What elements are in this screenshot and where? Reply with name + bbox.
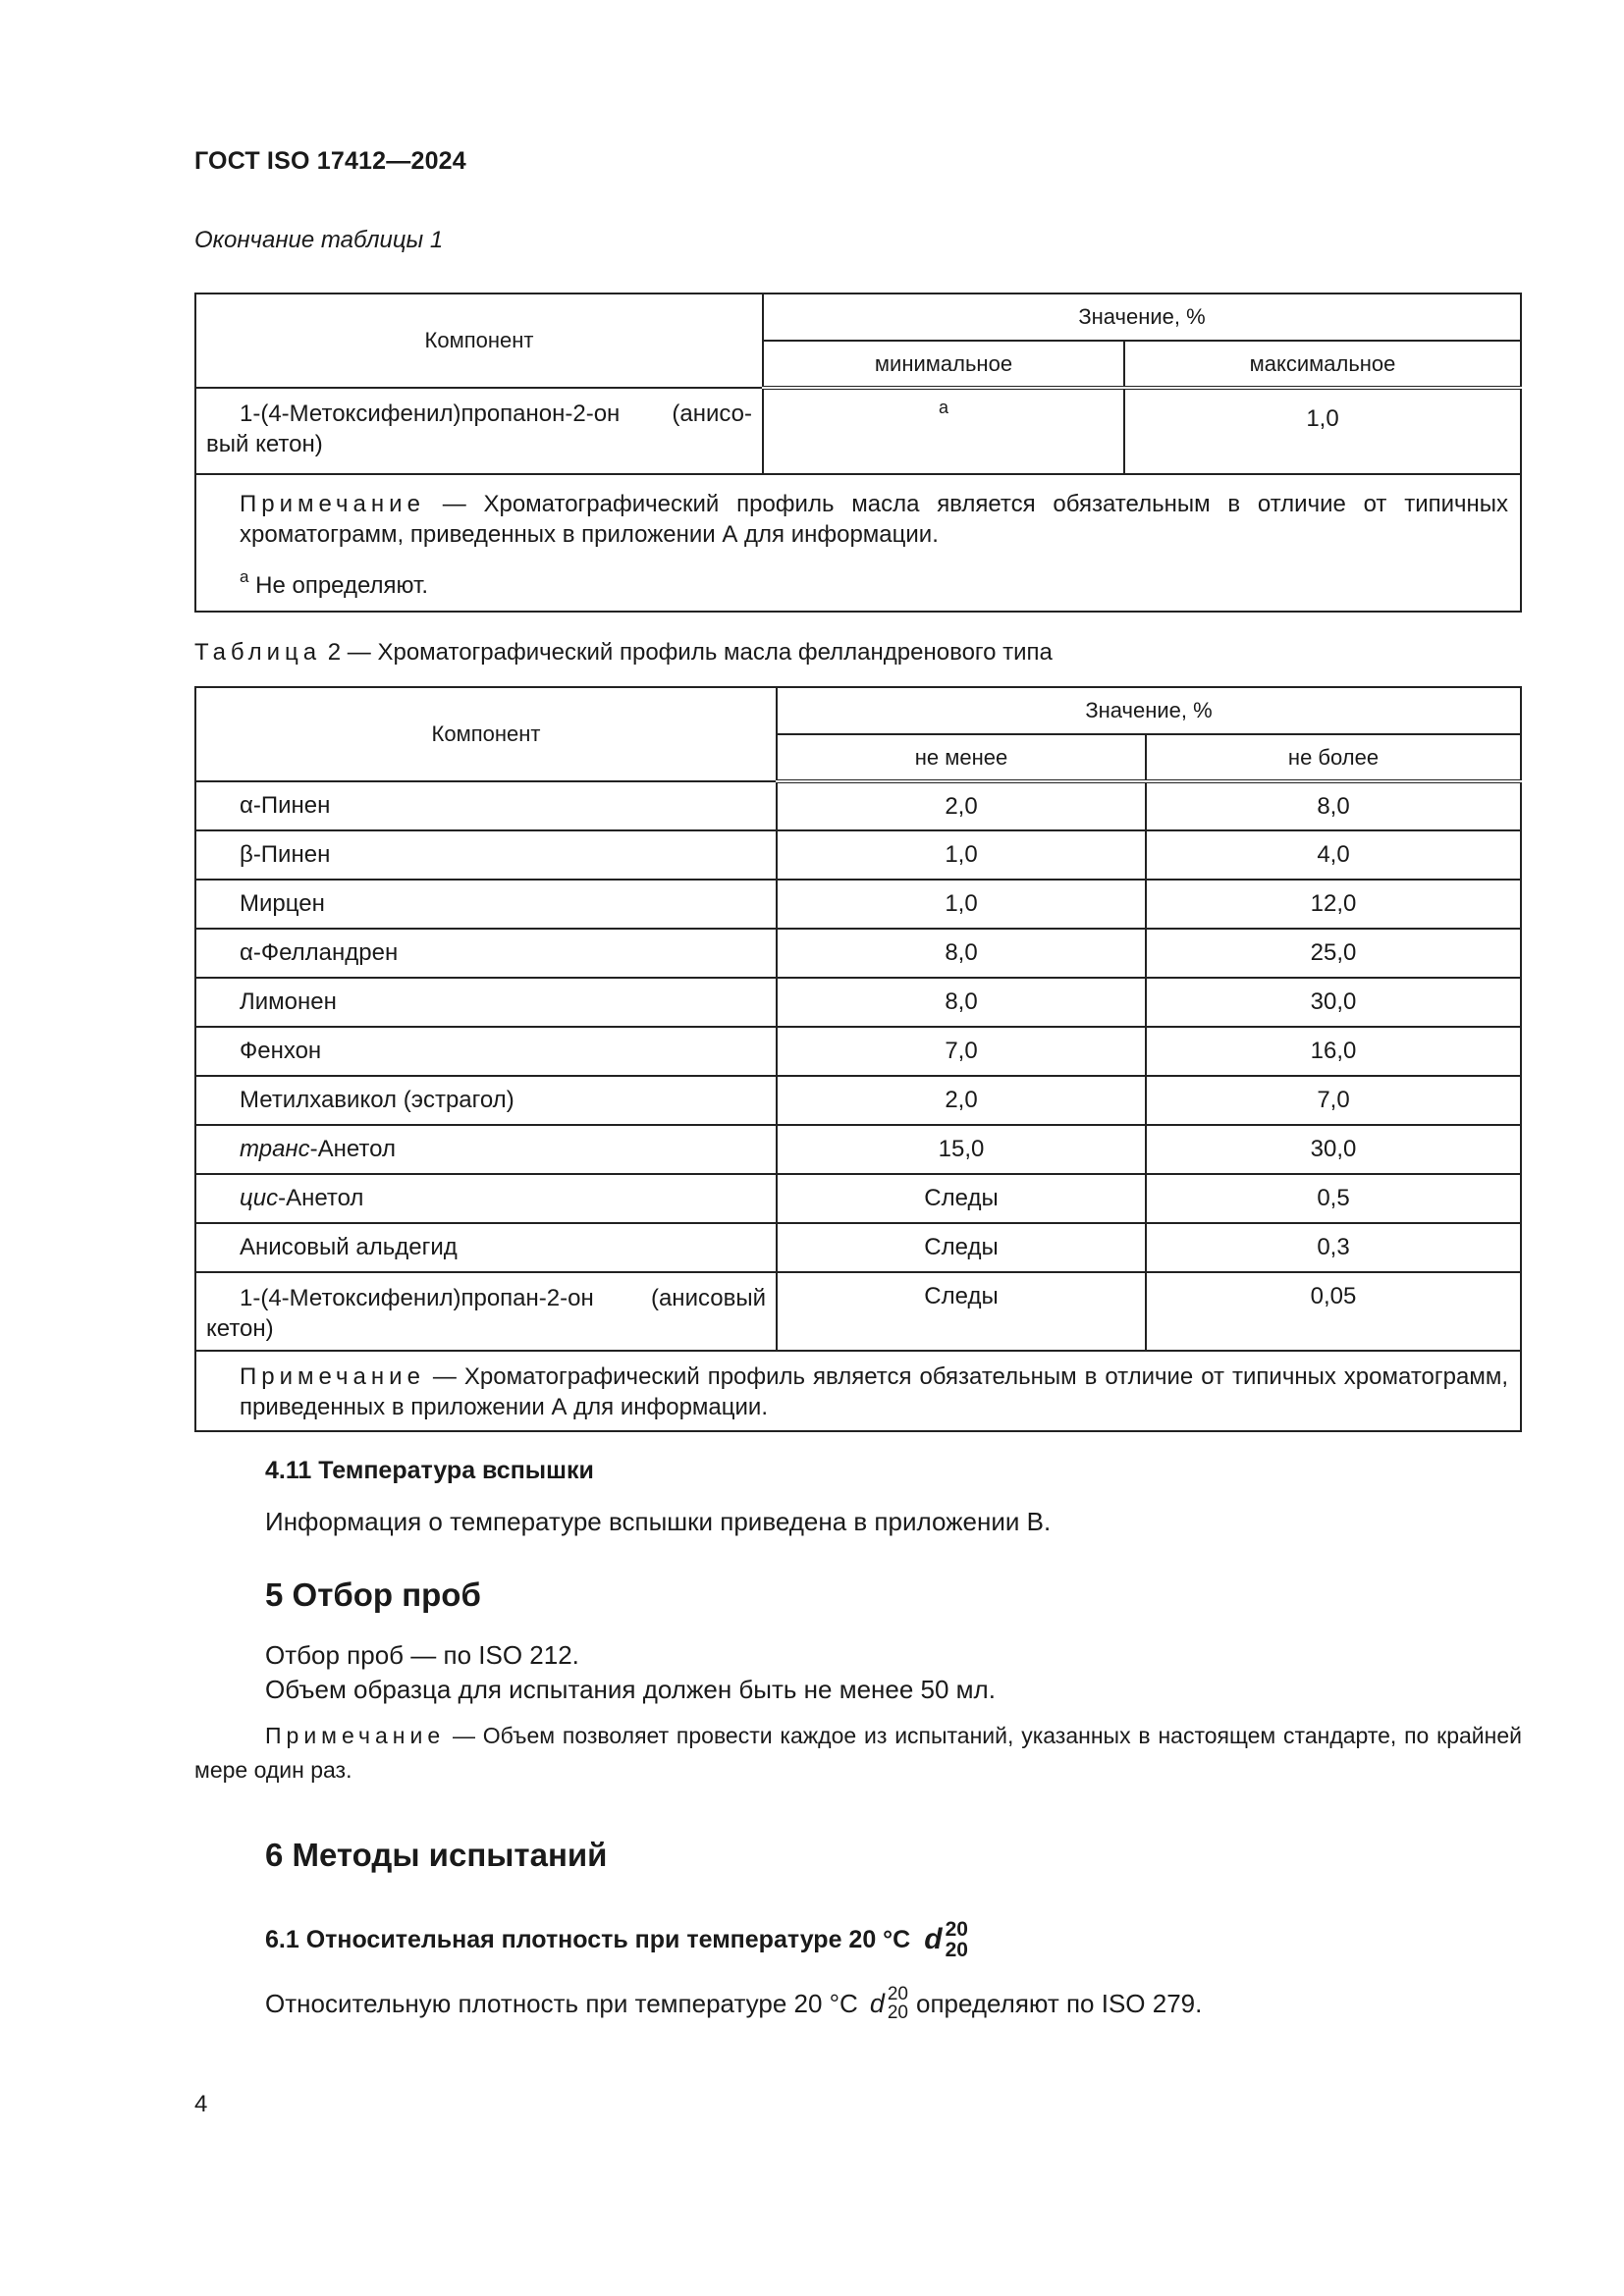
table2-caption-label: Таблица	[194, 639, 322, 666]
component-cell	[195, 1174, 777, 1223]
section-5-line2: Объем образца для испытания должен быть не менее 50 мл.	[265, 1675, 996, 1704]
section-5-title: 5 Отбор проб	[265, 1576, 481, 1613]
component-cell	[195, 929, 777, 978]
max-cell: 30,0	[1146, 1125, 1521, 1174]
density-indices	[888, 1985, 908, 2022]
note-text: — Объем позволяет провести каждое из испытаний, указанных в настоящем стандарте, по крайней мере один раз.	[194, 1723, 1522, 1783]
component-name: -Пинен	[252, 792, 331, 819]
component-cell	[195, 1076, 777, 1125]
min-cell: Следы	[777, 1272, 1146, 1351]
document-header: ГОСТ ISO 17412—2024	[194, 147, 466, 175]
min-cell: 7,0	[777, 1027, 1146, 1076]
table2-body	[195, 781, 1521, 1431]
min-cell: 8,0	[777, 929, 1146, 978]
table-row	[195, 1272, 1521, 1351]
component-name: -Фелландрен	[252, 939, 399, 966]
density-symbol	[924, 1919, 968, 1960]
min-cell: 1,0	[777, 830, 1146, 880]
component-cell	[195, 830, 777, 880]
note-text: — Хроматографический профиль масла является обязательным в отличие от типичных хроматограмм, приведенных в приложении А для информации.	[240, 491, 1509, 548]
table2-header-max: не более	[1146, 734, 1521, 781]
page-number: 4	[194, 2091, 208, 2117]
component-text: 1-(4-Метоксифенил)пропан-2-он	[240, 1285, 594, 1311]
table1-note	[195, 474, 1521, 612]
component-prefix: транс	[240, 1136, 310, 1162]
component-name: Анисовый альдегид	[240, 1234, 458, 1260]
component-cell	[195, 781, 777, 830]
density-indices	[946, 1919, 968, 1960]
table2-header-value: Значение, %	[777, 687, 1521, 734]
density-sub: 20	[945, 1939, 968, 1961]
table1-header-max: максимальное	[1124, 341, 1521, 388]
table-row	[195, 1174, 1521, 1223]
table-row	[195, 1027, 1521, 1076]
component-text: вый кетон)	[206, 431, 323, 457]
footnote-text: Не определяют.	[248, 572, 429, 599]
max-cell: 8,0	[1146, 781, 1521, 830]
min-cell: Следы	[777, 1174, 1146, 1223]
table1-header-component: Компонент	[195, 294, 763, 388]
component-prefix: β	[240, 841, 253, 868]
section-6-1-text-before: Относительную плотность при температуре 20 °С	[265, 1988, 858, 2018]
min-cell: Следы	[777, 1223, 1146, 1272]
note-label: Примечание	[240, 491, 425, 517]
section-5-line1: Отбор проб — по ISO 212.	[265, 1640, 579, 1670]
section-6-1-title	[265, 1919, 968, 1960]
density-sup: 20	[887, 1984, 908, 2004]
max-cell: 25,0	[1146, 929, 1521, 978]
component-cell	[195, 978, 777, 1027]
component-name: -Анетол	[309, 1136, 396, 1162]
component-name: -Пинен	[252, 841, 331, 868]
section-6-1-text	[265, 1985, 1202, 2022]
component-name: Метилхавикол (эстрагол)	[240, 1087, 514, 1113]
min-cell: 15,0	[777, 1125, 1146, 1174]
max-cell: 12,0	[1146, 880, 1521, 929]
table-row	[195, 781, 1521, 830]
table2-note	[195, 1351, 1521, 1431]
component-prefix: α	[240, 939, 253, 966]
component-cell	[195, 1223, 777, 1272]
section-6-title: 6 Методы испытаний	[265, 1837, 608, 1873]
table1	[194, 293, 1522, 613]
density-symbol-inline	[870, 1985, 908, 2022]
max-cell: 30,0	[1146, 978, 1521, 1027]
max-cell: 7,0	[1146, 1076, 1521, 1125]
table-row	[195, 978, 1521, 1027]
min-cell: 1,0	[777, 880, 1146, 929]
component-name: Лимонен	[240, 988, 337, 1015]
density-symbol-d: d	[869, 1988, 885, 2018]
component-text: 1-(4-Метоксифенил)пропанон-2-он	[240, 400, 621, 427]
component-cell	[195, 1125, 777, 1174]
table-row	[195, 1125, 1521, 1174]
table2-header-component: Компонент	[195, 687, 777, 781]
max-cell: 0,5	[1146, 1174, 1521, 1223]
note-label: Примечание	[265, 1723, 446, 1748]
component-name: Мирцен	[240, 890, 325, 917]
component-cell	[195, 1272, 777, 1351]
component-prefix: α	[240, 792, 253, 819]
section-4-11-text: Информация о температуре вспышки приведена в приложении В.	[265, 1507, 1052, 1536]
section-4-11-title: 4.11 Температура вспышки	[265, 1457, 594, 1484]
component-name: -Анетол	[278, 1185, 364, 1211]
table1-row-min	[763, 388, 1124, 474]
min-cell: 2,0	[777, 781, 1146, 830]
table-row	[195, 1223, 1521, 1272]
max-cell: 0,05	[1146, 1272, 1521, 1351]
section-5-note	[194, 1719, 1522, 1788]
table1-caption: Окончание таблицы 1	[194, 227, 444, 253]
note-label: Примечание	[240, 1363, 425, 1390]
min-cell: 2,0	[777, 1076, 1146, 1125]
table-row	[195, 1076, 1521, 1125]
table1-row-component	[195, 388, 763, 474]
min-cell: 8,0	[777, 978, 1146, 1027]
component-cell	[195, 880, 777, 929]
component-name: Фенхон	[240, 1038, 322, 1064]
section-6-1-text-after: определяют по ISO 279.	[916, 1988, 1203, 2018]
density-symbol-d: d	[924, 1923, 943, 1955]
note-text: — Хроматографический профиль является обязательным в отличие от типичных хроматограмм, приведенных в приложении А для информации.	[240, 1363, 1509, 1420]
table1-header-value: Значение, %	[763, 294, 1521, 341]
table2-caption-text: 2 — Хроматографический профиль масла фелландренового типа	[321, 639, 1053, 666]
table2-caption	[194, 639, 1053, 667]
density-sup: 20	[945, 1918, 968, 1941]
density-sub: 20	[887, 2002, 908, 2023]
max-cell: 0,3	[1146, 1223, 1521, 1272]
table1-header-min: минимальное	[763, 341, 1124, 388]
component-text: кетон)	[206, 1315, 274, 1342]
max-cell: 4,0	[1146, 830, 1521, 880]
table2-header-min: не менее	[777, 734, 1146, 781]
component-prefix: цис	[240, 1185, 279, 1211]
table2	[194, 686, 1522, 1432]
component-text: (анисо-	[672, 400, 752, 427]
footnote-mark: a	[240, 567, 249, 586]
component-cell	[195, 1027, 777, 1076]
footnote-mark: a	[938, 398, 948, 417]
section-6-1-title-text: 6.1 Относительная плотность при температуре 20 °С	[265, 1925, 911, 1953]
table-row	[195, 830, 1521, 880]
max-cell: 16,0	[1146, 1027, 1521, 1076]
table-row	[195, 929, 1521, 978]
table1-row-max: 1,0	[1124, 388, 1521, 474]
table-row	[195, 880, 1521, 929]
component-text: (анисовый	[650, 1285, 766, 1311]
